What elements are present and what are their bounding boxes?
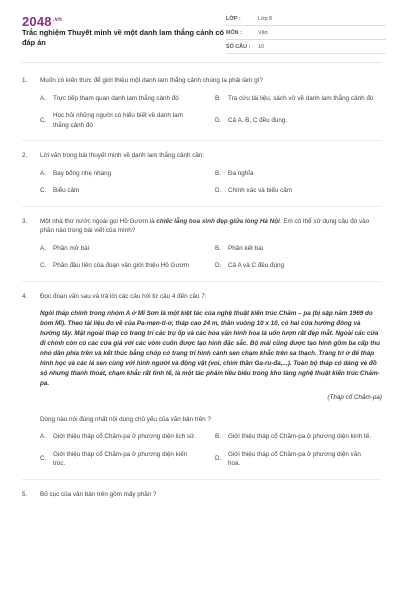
passage-source: (Tháp cổ Chăm-pa) bbox=[327, 394, 382, 401]
question-number: 1. bbox=[22, 77, 28, 84]
option-b[interactable]: B. Phần kết bài bbox=[215, 244, 264, 252]
question-number: 2. bbox=[22, 152, 28, 159]
question-text: Lời văn trong bài thuyết minh về danh lam thắng cảnh cần: bbox=[40, 152, 205, 159]
question-list bbox=[22, 76, 382, 509]
question-5 bbox=[22, 490, 382, 500]
quiz-meta bbox=[226, 14, 386, 56]
question-4 bbox=[22, 292, 382, 469]
option-a[interactable]: A. Trực tiếp tham quan danh lam thắng cảnh đó bbox=[40, 94, 179, 102]
option-a[interactable]: A. Bay bổng nhẹ nhàng bbox=[40, 169, 112, 177]
option-d[interactable]: D. Giới thiệu tháp cổ Chăm-pa ở phương diện văn hoá. bbox=[215, 450, 361, 467]
site-logo[interactable]: $2048^{.vn}$ bbox=[22, 14, 63, 29]
question-number: 4. bbox=[22, 292, 28, 300]
option-c[interactable]: C. Phần đầu tiên của đoạn văn giới thiệu Hồ Gươm bbox=[40, 262, 190, 269]
question-prompt: Dòng nào nói đúng nhất nội dung chủ yếu của văn bản trên ? bbox=[40, 415, 211, 423]
option-b[interactable]: B. Đa nghĩa bbox=[215, 169, 254, 177]
option-d[interactable]: D. Chính xác và biểu cảm bbox=[215, 187, 293, 194]
question-number: 3. bbox=[22, 217, 28, 225]
meta-question-count: SỐ CÂU : 10 bbox=[226, 42, 386, 54]
question-2 bbox=[22, 151, 382, 196]
option-c[interactable]: C. Biểu cảm bbox=[40, 187, 80, 194]
option-d[interactable]: D. Cả A, B, C đều đúng. bbox=[215, 116, 288, 124]
question-text: Một nhà thơ nước ngoài gọi Hồ Gươm là chiếc lẵng hoa xinh đẹp giữa lòng Hà Nội. Em có thể sử dụng câu đó vào phần nào trong bài viết của mình? bbox=[40, 217, 370, 234]
page-title: Trắc nghiệm Thuyết minh về một danh lam thắng cảnh có đáp án bbox=[22, 28, 225, 47]
option-c[interactable]: C. Học hỏi những người có hiểu biết về danh lam thắng cảnh đó bbox=[40, 112, 183, 129]
meta-class: LỚP : Lớp 8 bbox=[226, 14, 386, 26]
option-b[interactable]: B. Tra cứu tài liệu, sách vở về danh lam thắng cảnh đó bbox=[215, 94, 374, 102]
question-divider bbox=[22, 479, 382, 480]
option-a[interactable]: A. Giới thiệu tháp cổ Chăm-pa ở phương diện lịch sử. bbox=[40, 433, 196, 440]
question-1 bbox=[22, 76, 382, 130]
option-a[interactable]: A. Phần mở bài bbox=[40, 244, 89, 252]
reading-passage: Ngôi tháp chính trong nhóm A ở Mĩ Sơn là một kiệt tác của nghệ thuật kiến trúc Chăm – pa (bị sập năm 1969 do bom Mĩ). Theo tài liệu đo vẽ của Pa-men-ti-ơ, tháp cao 24 m, thân vuông 10 x 10, có hai cửa hướng đông và hướng tây. Mặt ngoài tháp có trang trí các trụ ốp và các hoa văn hình hoa lá uốn lượn rất đẹp mắt. Ngoài các cửa đi chính còn có các cửa giả với các vòm cuốn được tạo hình đặc sắc. Bộ mái cũng được tạo hình gồm ba cấp thu nhỏ dần phía trên và kết thúc bằng chóp có trang trí hình cánh sen chạm khắc trên sa thạch. Trang trí ở để tháp hình học và các lá sen cùng với hình người và động vật (voi, chim thần Ga-ru-đa,...). Toàn bộ tháp có dáng vẻ đồ sộ nhưng thanh thoát, chạm khắc rất tinh tế, là một tác phẩm tiêu biểu trong kho tàng nghệ thuật kiến trúc Chăm-pa. bbox=[40, 310, 381, 387]
question-divider bbox=[22, 140, 382, 141]
header bbox=[0, 0, 400, 58]
question-number: 5. bbox=[22, 490, 28, 498]
question-3 bbox=[22, 217, 382, 271]
question-text: Đọc đoạn văn sau và trả lời các câu hỏi từ câu 4 đến câu 7: bbox=[40, 292, 207, 300]
question-divider bbox=[22, 206, 382, 207]
question-divider bbox=[22, 281, 382, 282]
option-c[interactable]: C. Giới thiệu tháp cổ Chăm-pa ở phương diện kiến trúc. bbox=[40, 450, 188, 467]
highlighted-quote: chiếc lẵng hoa xinh đẹp giữa lòng Hà Nội bbox=[156, 217, 280, 225]
option-b[interactable]: B. Giới thiệu tháp cổ Chăm-pa ở phương diện kinh tế. bbox=[215, 433, 371, 440]
question-text: Muốn có kiến thức để giới thiệu một danh lam thắng cảnh chúng ta phải làm gì? bbox=[40, 77, 263, 84]
option-d[interactable]: D. Cả A và C đều đúng bbox=[215, 262, 285, 269]
meta-subject: MÔN : Văn bbox=[226, 28, 386, 40]
header-divider bbox=[22, 62, 382, 63]
question-text: Bố cục của văn bản trên gồm mấy phần ? bbox=[40, 490, 157, 498]
